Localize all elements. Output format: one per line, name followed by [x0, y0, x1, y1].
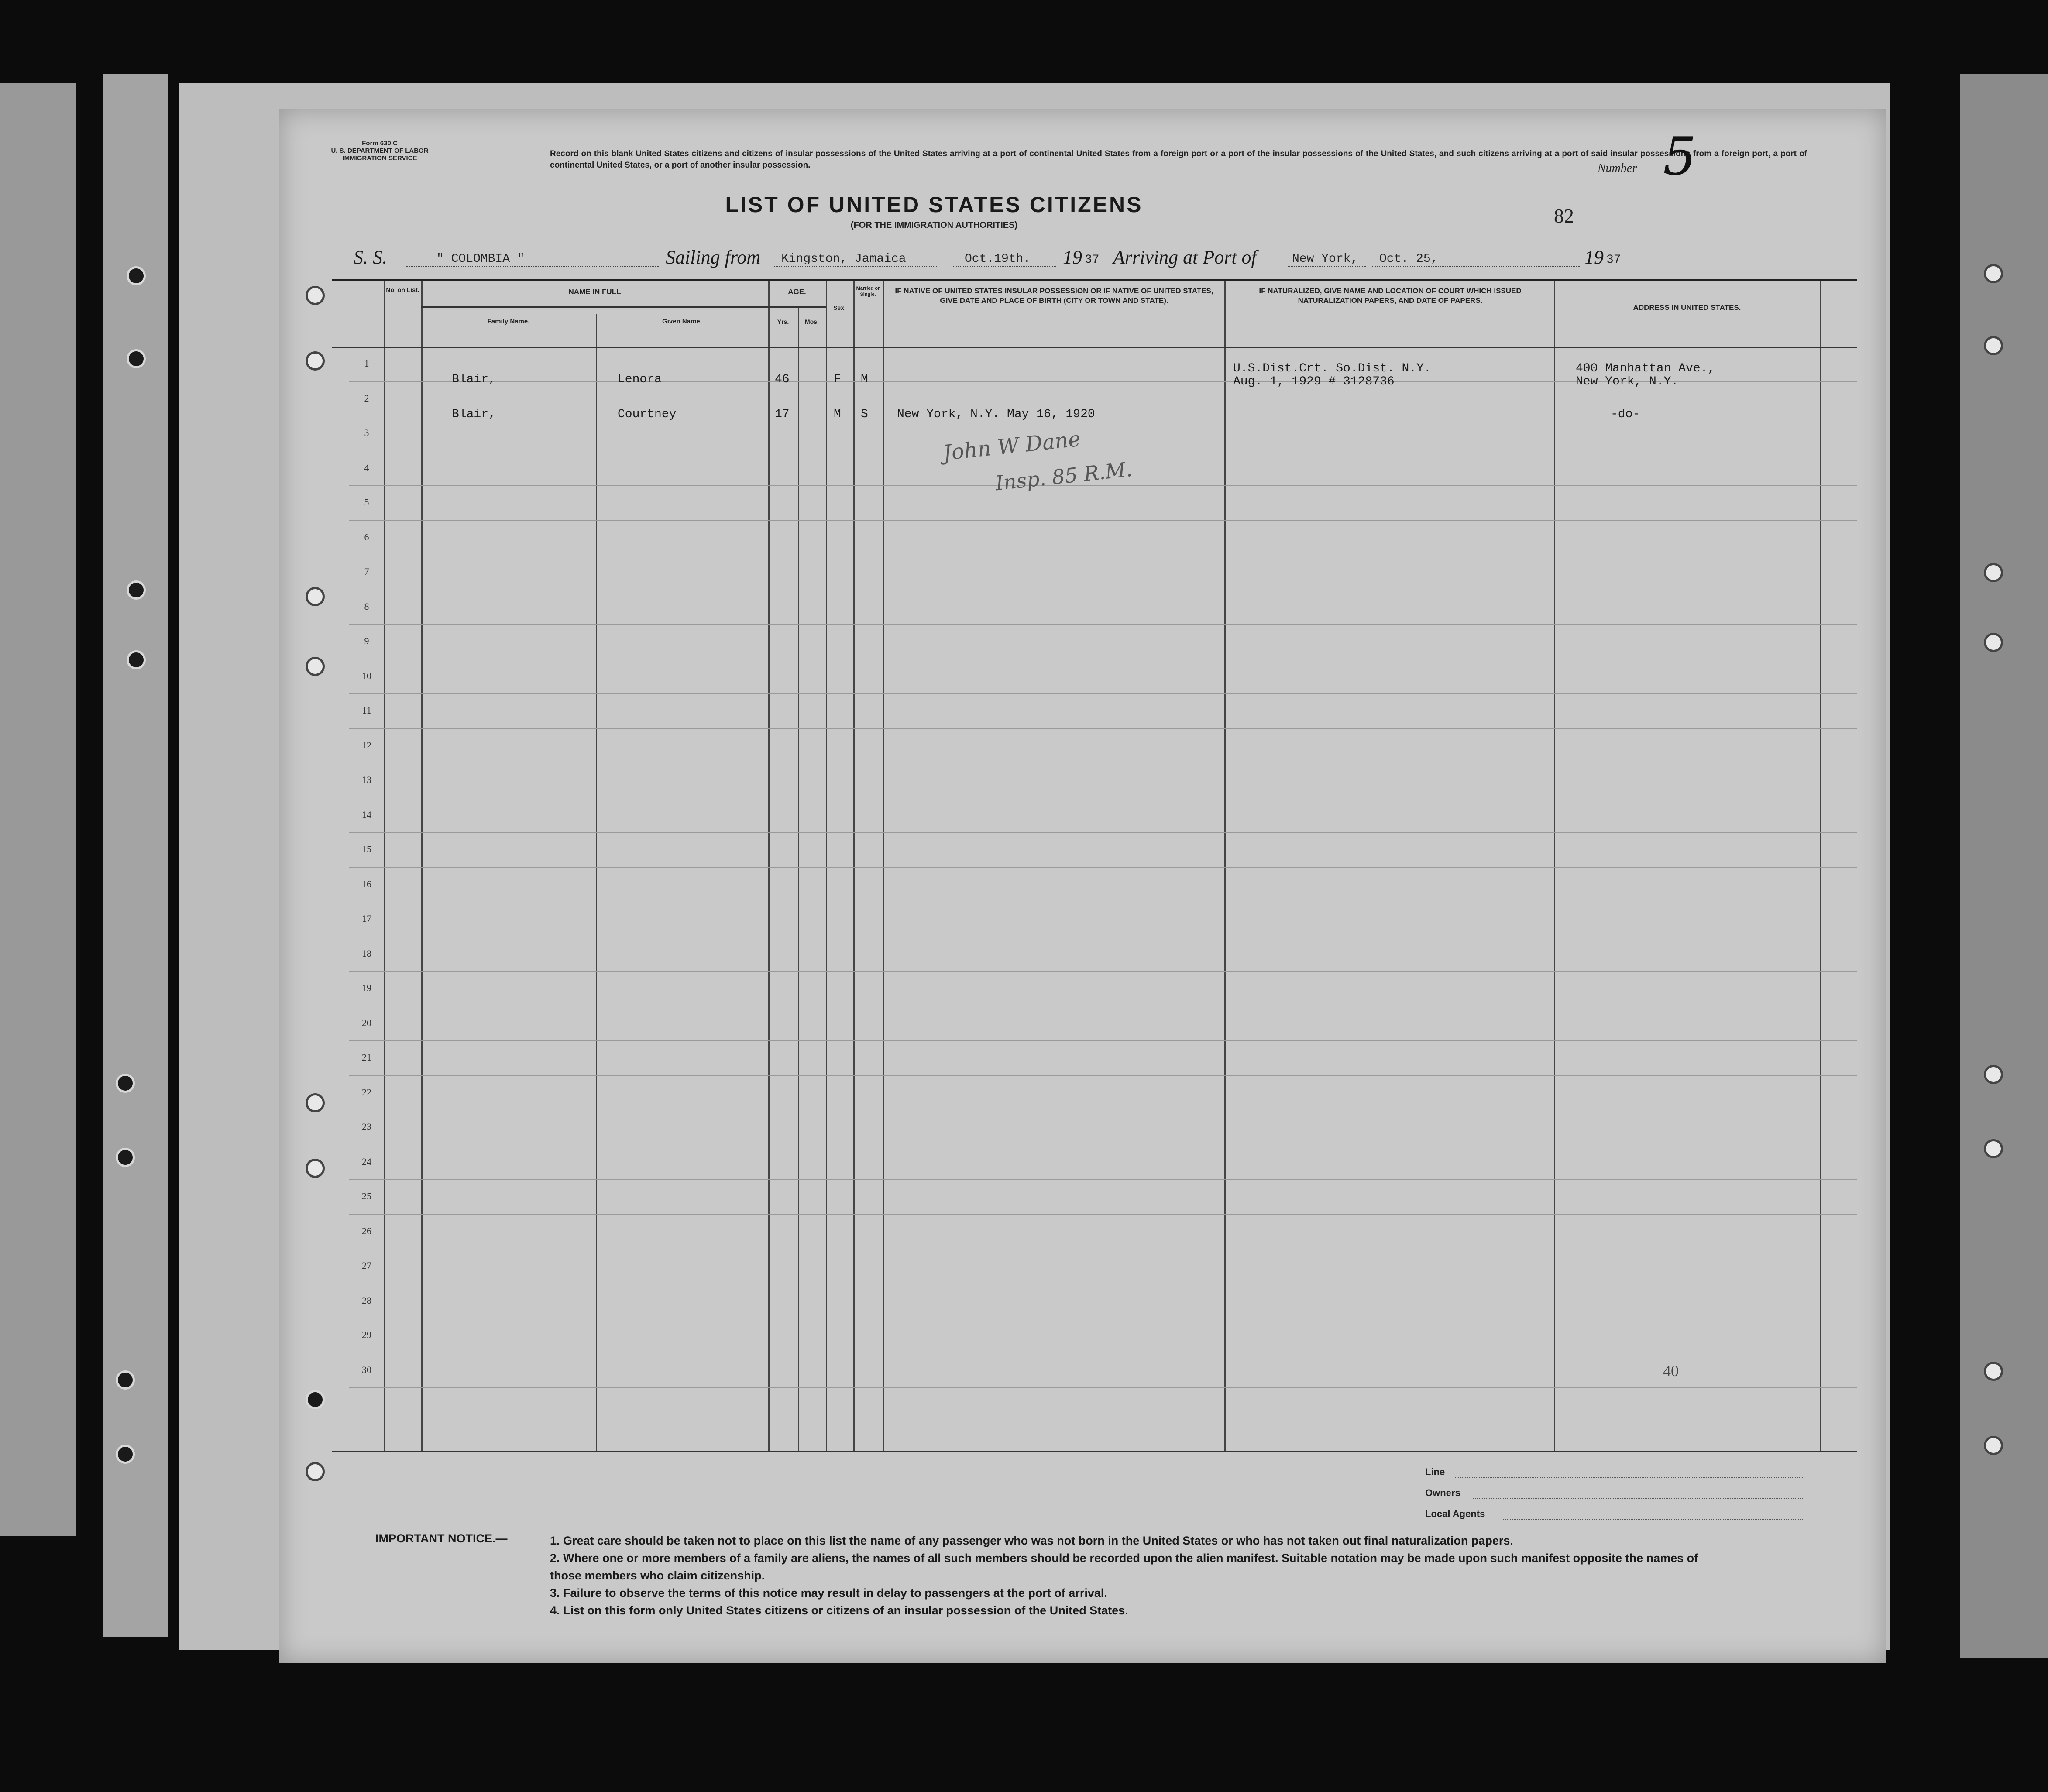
row-number: 10 — [362, 670, 371, 681]
notice-label: IMPORTANT NOTICE.— — [375, 1532, 508, 1545]
voyage-line — [354, 241, 1855, 271]
binder-hole — [116, 1445, 135, 1464]
page-title: LIST OF UNITED STATES CITIZENS — [725, 192, 1143, 217]
passenger-table — [332, 279, 1857, 1452]
col-divider — [798, 307, 799, 1451]
binder-hole — [127, 266, 146, 285]
row-rule — [349, 520, 1857, 521]
row-rule — [349, 1040, 1857, 1041]
row-1-naturalized-date: Aug. 1, 1929 # 3128736 — [1233, 375, 1395, 388]
row-rule — [349, 1179, 1857, 1180]
binder-hole — [116, 1148, 135, 1167]
col-age: AGE. — [788, 288, 806, 296]
arrival-year-prefix: 19 — [1584, 247, 1604, 268]
row-rule — [349, 1387, 1857, 1388]
binder-hole — [116, 1074, 135, 1093]
row-number: 4 — [364, 462, 369, 473]
row-number: 11 — [362, 705, 371, 716]
col-address: ADDRESS IN UNITED STATES. — [1633, 303, 1741, 312]
sailing-rule — [773, 266, 938, 267]
inspector-note: Insp. 85 R.M. — [994, 457, 1134, 495]
sail-year: 37 — [1085, 253, 1100, 267]
row-number: 30 — [362, 1364, 371, 1375]
age-subrule — [768, 306, 826, 308]
row-rule — [349, 485, 1857, 486]
page-subtitle: (FOR THE IMMIGRATION AUTHORITIES) — [850, 220, 1018, 230]
arrival-year: 37 — [1606, 253, 1621, 267]
agents-rule — [1502, 1519, 1803, 1520]
col-naturalized: IF NATURALIZED, GIVE NAME AND LOCATION OF COURT WHICH ISSUED NATURALIZATION PAPERS, AND DATE OF PAPERS. — [1259, 287, 1522, 305]
col-given-name: Given Name. — [662, 318, 702, 325]
row-rule — [349, 971, 1857, 972]
arrival-date: Oct. 25, — [1379, 252, 1438, 266]
col-sex: Sex. — [833, 304, 846, 311]
notice-item: 1. Great care should be taken not to place on this list the name of any passenger who was not born in the United States or who has not taken out final naturalization papers. — [550, 1534, 1513, 1547]
line-label: Line — [1425, 1466, 1445, 1477]
row-number: 29 — [362, 1329, 371, 1340]
row-rule — [349, 1214, 1857, 1215]
row-2-given: Courtney — [618, 408, 677, 421]
row-number: 23 — [362, 1121, 371, 1132]
row-number: 8 — [364, 601, 369, 612]
notice-list — [550, 1532, 1728, 1619]
row-1-sex: F — [834, 373, 841, 386]
back-page-right — [1960, 74, 2048, 1658]
form-instructions: Record on this blank United States citizens and citizens of insular possessions of the United States arriving at a port of continental United States from a foreign port or a port of the insular possessions of the United States, and such citizens arriving at a port of said insular possessions from a foreign port, a port of continental United States, or a port of another insular possession. — [550, 149, 1807, 170]
row-number: 26 — [362, 1225, 371, 1236]
arrival-port: New York, — [1292, 252, 1358, 266]
col-family-name: Family Name. — [487, 318, 530, 325]
sheet-hole — [306, 351, 325, 371]
binder-hole — [1984, 1362, 2003, 1381]
col-divider — [1224, 281, 1226, 1451]
row-number: 18 — [362, 947, 371, 959]
row-rule — [349, 1075, 1857, 1076]
sailing-from-label: Sailing from — [666, 247, 761, 268]
row-1-married: M — [861, 373, 868, 386]
binder-hole — [127, 349, 146, 368]
binder-hole — [1984, 563, 2003, 582]
row-rule — [349, 693, 1857, 694]
col-divider — [421, 281, 423, 1451]
agents-label: Local Agents — [1425, 1508, 1485, 1519]
ss-label: S. S. — [354, 247, 387, 268]
arriving-label: Arriving at Port of — [1113, 247, 1257, 268]
row-2-yrs: 17 — [775, 408, 790, 421]
arrival-date-rule — [1371, 266, 1580, 267]
row-number: 17 — [362, 913, 371, 924]
row-number: 21 — [362, 1052, 371, 1063]
form-number: Form 630 C — [362, 140, 398, 147]
row-1-naturalized: U.S.Dist.Crt. So.Dist. N.Y. — [1233, 362, 1431, 375]
row-number: 2 — [364, 392, 369, 404]
binder-hole — [1984, 264, 2003, 283]
back-page-left-2 — [103, 74, 168, 1637]
col-married: Married or Single. — [856, 286, 880, 297]
row-number: 14 — [362, 809, 371, 820]
row-number: 13 — [362, 774, 371, 785]
sheet-hole — [306, 286, 325, 305]
port-rule — [1288, 266, 1366, 267]
row-number: 6 — [364, 531, 369, 542]
sheet-hole — [306, 1159, 325, 1178]
row-rule — [349, 624, 1857, 625]
binder-hole — [1984, 1065, 2003, 1084]
name-subrule — [421, 306, 768, 308]
number-label: Number — [1598, 161, 1637, 175]
binder-hole — [1984, 633, 2003, 652]
sailing-from: Kingston, Jamaica — [781, 252, 906, 266]
col-divider — [768, 281, 770, 1451]
col-divider — [883, 281, 884, 1451]
col-divider — [1820, 281, 1821, 1451]
binder-hole — [127, 650, 146, 669]
row-rule — [349, 728, 1857, 729]
header-bottom-rule — [332, 347, 1857, 348]
row-number: 27 — [362, 1260, 371, 1271]
ship-rule — [406, 266, 659, 267]
form-identifier — [327, 140, 432, 162]
row-1-address-city: New York, N.Y. — [1576, 375, 1679, 388]
binder-hole — [1984, 336, 2003, 355]
col-native: IF NATIVE OF UNITED STATES INSULAR POSSESSION OR IF NATIVE OF UNITED STATES, GIVE DATE AND PLACE OF BIRTH (CITY OR TOWN AND STATE). — [895, 287, 1213, 305]
row-number: 7 — [364, 566, 369, 577]
col-no: No. on List. — [386, 286, 419, 293]
row-number: 1 — [364, 358, 369, 369]
row-1-address: 400 Manhattan Ave., — [1576, 362, 1715, 375]
year-prefix: 19 — [1063, 247, 1082, 268]
binder-hole — [1984, 1139, 2003, 1158]
row-2-married: S — [861, 408, 868, 421]
sheet-hole — [306, 1390, 325, 1409]
department: U. S. DEPARTMENT OF LABOR — [331, 147, 429, 154]
owners-rule — [1473, 1498, 1803, 1499]
list-number: 5 — [1663, 127, 1697, 187]
binder-hole — [116, 1370, 135, 1390]
sheet-hole — [306, 1093, 325, 1112]
sail-date-rule — [952, 266, 1056, 267]
row-number: 20 — [362, 1017, 371, 1028]
row-1-yrs: 46 — [775, 373, 790, 386]
row-number: 22 — [362, 1086, 371, 1098]
col-divider — [826, 281, 827, 1451]
sheet-hole — [306, 587, 325, 606]
col-divider — [596, 314, 597, 1451]
sheet-number: 82 — [1554, 205, 1574, 227]
binder-hole — [1984, 1436, 2003, 1455]
col-yrs: Yrs. — [777, 318, 789, 325]
row-1-family: Blair, — [452, 373, 496, 386]
service: IMMIGRATION SERVICE — [342, 154, 417, 162]
row-number: 19 — [362, 982, 371, 993]
tally-count: 40 — [1663, 1362, 1679, 1380]
owners-label: Owners — [1425, 1487, 1460, 1498]
col-name-in-full: NAME IN FULL — [568, 288, 621, 296]
manifest-sheet — [279, 109, 1886, 1663]
sail-date: Oct.19th. — [965, 252, 1031, 266]
notice-item: 3. Failure to observe the terms of this notice may result in delay to passengers at the port of arrival. — [550, 1586, 1107, 1600]
inspector-signature: John W Dane — [942, 426, 1082, 466]
row-1-given: Lenora — [618, 373, 662, 386]
row-number: 3 — [364, 427, 369, 438]
ship-name: " COLOMBIA " — [436, 252, 525, 266]
row-number: 15 — [362, 844, 371, 855]
col-divider — [1554, 281, 1555, 1451]
row-2-family: Blair, — [452, 408, 496, 421]
col-divider — [384, 281, 385, 1451]
col-mos: Mos. — [805, 318, 819, 325]
row-number: 9 — [364, 635, 369, 646]
row-2-native: New York, N.Y. May 16, 1920 — [897, 408, 1095, 421]
sheet-hole — [306, 1462, 325, 1481]
row-number: 16 — [362, 878, 371, 889]
notice-item: 2. Where one or more members of a family are aliens, the names of all such members should be recorded upon the alien manifest. Suitable notation may be made upon such manifest opposite the names of those members who claim citizenship. — [550, 1552, 1698, 1582]
back-page-left — [0, 83, 76, 1536]
col-divider — [853, 281, 855, 1451]
binder-hole — [127, 580, 146, 600]
row-number: 25 — [362, 1191, 371, 1202]
row-number: 28 — [362, 1294, 371, 1306]
row-rule — [349, 867, 1857, 868]
row-number: 5 — [364, 497, 369, 508]
row-2-sex: M — [834, 408, 841, 421]
row-number: 12 — [362, 739, 371, 751]
sheet-hole — [306, 657, 325, 676]
line-rule — [1454, 1477, 1803, 1478]
notice-item: 4. List on this form only United States citizens or citizens of an insular possession of the United States. — [550, 1604, 1128, 1617]
row-2-address: -do- — [1611, 408, 1640, 421]
row-number: 24 — [362, 1156, 371, 1167]
row-rule — [349, 832, 1857, 833]
